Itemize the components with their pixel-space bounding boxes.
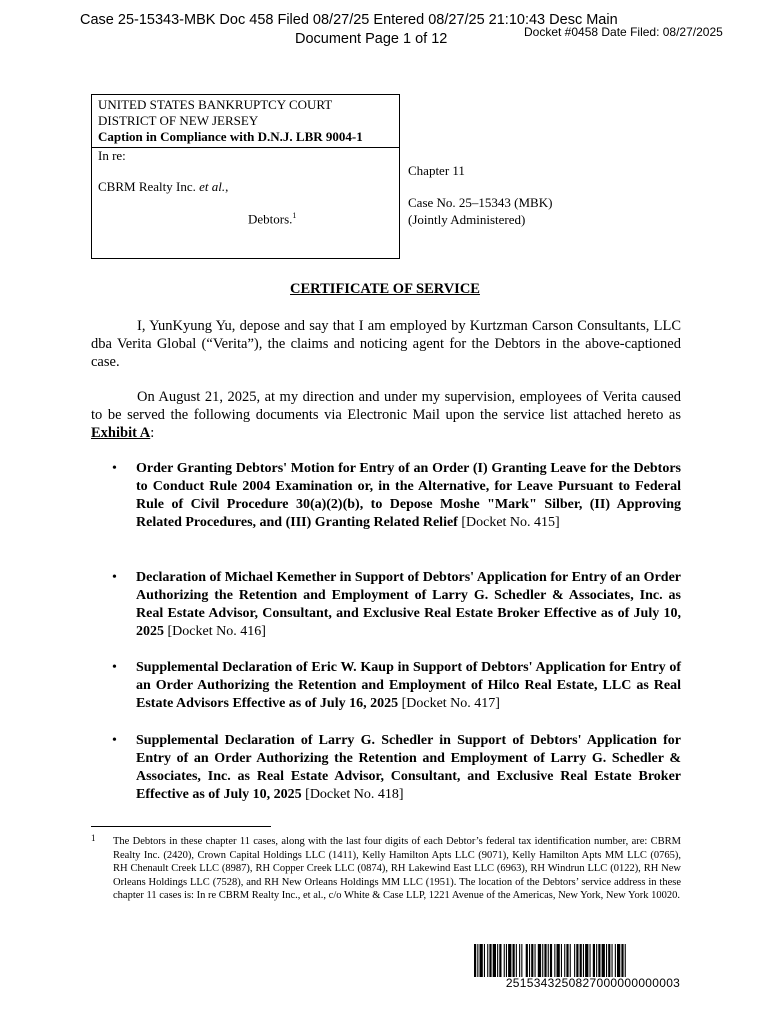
served-document-item: • Supplemental Declaration of Eric W. Kaup in Support of Debtors' Application for Entry of an Order Authorizing the Retention and Employment of Hilco Real Estate, LLC as Real Estate Advisors Effective as of July 16, 2025 [Docket No. 417] [112, 660, 681, 711]
served-document-item: • Declaration of Michael Kemether in Support of Debtors' Application for Entry of an Order Authorizing the Retention and Employment of Larry G. Schedler & Associates, Inc. as Real Estate Advisor, Consultant, and Exclusive Real Estate Broker Effective as of July 10, 2025 [Docket No. 416] [112, 570, 681, 639]
case-number: Case No. 25–15343 (MBK) [408, 195, 553, 210]
bullet-icon: • [112, 660, 117, 675]
declarant-paragraph: I, YunKyung Yu, depose and say that I am employed by Kurtzman Carson Consultants, LLC dba Verita Global (“Verita”), the claims and noticing agent for the Debtors in the above-captioned case. [91, 318, 681, 370]
exhibit-a-link[interactable]: Exhibit A [91, 425, 151, 441]
docket-stamp: Docket #0458 Date Filed: 08/27/2025 [524, 25, 723, 39]
caption-compliance: Caption in Compliance with D.N.J. LBR 9004-1 [98, 129, 363, 144]
case-header-line: Case 25-15343-MBK Doc 458 Filed 08/27/25 Entered 08/27/25 21:10:43 Desc Main [80, 12, 618, 28]
footnote-rule [91, 826, 271, 827]
jointly-administered: (Jointly Administered) [408, 212, 526, 227]
in-re-label: In re: [98, 148, 126, 163]
caption-divider [92, 147, 399, 148]
service-paragraph: On August 21, 2025, at my direction and under my supervision, employees of Verita caused to be served the following documents via Electronic Mail upon the service list attached hereto as Exhibit A: [91, 389, 681, 441]
bullet-icon: • [112, 570, 117, 585]
barcode-icon [474, 944, 712, 977]
served-document-item: • Supplemental Declaration of Larry G. Schedler in Support of Debtors' Application for Entry of an Order Authorizing the Retention and Employment of Larry G. Schedler & Associates, Inc. as Real Estate Advisor, Consultant, and Exclusive Real Estate Broker Effective as of July 10, 2025 [Docket No. 418] [112, 733, 681, 802]
debtors-label: Debtors.$^1$ [248, 211, 297, 227]
bullet-icon: • [112, 461, 117, 476]
barcode-number: 2515343250827000000000003 [505, 976, 681, 990]
served-document-item: • Order Granting Debtors' Motion for Entry of an Order (I) Granting Leave for the Debtors to Conduct Rule 2004 Examination or, in the Alternative, for Leave Pursuant to Federal Rule of Civil Procedure 30(a)(2)(b), to Depose Moshe "Mark" Silber, (II) Approving Related Procedures, and (III) Granting Related Relief [Docket No. 415] [112, 461, 681, 530]
footnote-text: The Debtors in these chapter 11 cases, along with the last four digits of each Debtor’s federal tax identification number, are: CBRM Realty Inc. (2420), Crown Capital Holdings LLC (1411), Kelly Hamilton Apts LLC (9071), Kelly Hamilton Apts MM LLC (0765), RH Chenault Creek LLC (8987), RH Copper Creek LLC (0874), RH Lakewind East LLC (6963), RH Windrun LLC (0122), RH New Orleans Holdings LLC (7528), and RH New Orleans Holdings MM LLC (1951). The location of the Debtors’ service address in these chapter 11 cases is: In re CBRM Realty Inc., et al., c/o White & Case LLP, 1221 Avenue of the Americas, New York, New York 10020. [113, 836, 681, 901]
document-title: CERTIFICATE OF SERVICE [290, 281, 480, 297]
document-page-line: Document Page 1 of 12 [295, 31, 448, 47]
debtor-name: CBRM Realty Inc. et al., [98, 179, 229, 194]
bullet-icon: • [112, 733, 117, 748]
court-district: DISTRICT OF NEW JERSEY [98, 113, 259, 128]
footnote-mark: 1 [91, 833, 96, 843]
court-name: UNITED STATES BANKRUPTCY COURT [98, 97, 333, 112]
footnote-ref[interactable]: 1 [292, 211, 297, 220]
chapter-label: Chapter 11 [408, 163, 465, 178]
caption-box [91, 94, 400, 259]
